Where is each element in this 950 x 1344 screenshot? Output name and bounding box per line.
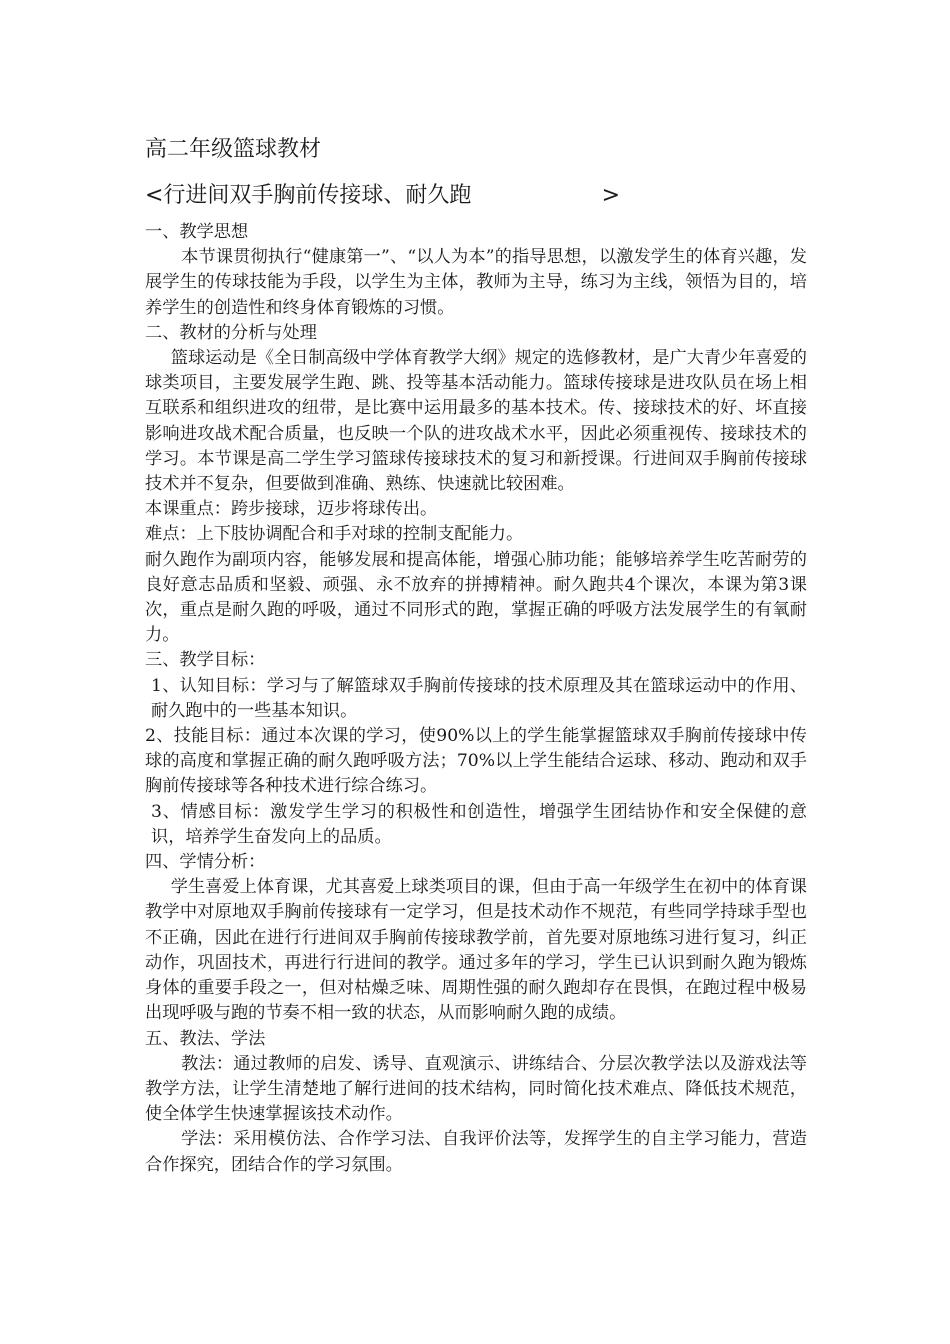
- section-5-learning-method: 学法：采用模仿法、合作学习法、自我评价法等，发挥学生的自主学习能力，营造合作探究，团结合作的学习氛围。: [145, 1129, 807, 1175]
- section-2-endurance-paragraph: 耐久跑作为副项内容，能够发展和提高体能，增强心肺功能；能够培养学生吃苦耐劳的良好意志品质和坚毅、顽强、永不放弃的拼搏精神。耐久跑共4个课次，本课为第3课次，重点是耐久跑的呼吸，通过不同形式的跑，掌握正确的呼吸方法发展学生的有氧耐力。: [145, 549, 807, 646]
- section-1-paragraph: 本节课贯彻执行“健康第一”、“以人为本”的指导思想，以激发学生的体育兴趣，发展学生的传球技能为手段，以学生为主体，教师为主导，练习为主线，领悟为目的，培养学生的创造性和终身体育锻炼的习惯。: [145, 247, 807, 318]
- section-2-difficulty: 难点：上下肢协调配合和手对球的控制支配能力。: [145, 524, 524, 545]
- doc-title: 高二年级篮球教材: [145, 137, 322, 162]
- section-2-paragraph: 篮球运动是《全日制高级中学体育教学大纲》规定的选修教材，是广大青少年喜爱的球类项目，主要发展学生跑、跳、投等基本活动能力。篮球传接球是进攻队员在场上相互联系和组织进攻的纽带，是比赛中运用最多的基本技术。传、接球技术的好、坏直接影响进攻战术配合质量，也反映一个队的进攻战术水平，因此必须重视传、接球技术的学习。本节课是高二学生学习篮球传接球技术的复习和新授课。行进间双手胸前传接球技术并不复杂，但要做到准确、熟练、快速就比较困难。: [145, 348, 807, 495]
- section-2-key-point: 本课重点：跨步接球，迈步将球传出。: [145, 499, 438, 520]
- section-5-heading: 五、教法、学法: [145, 1028, 266, 1049]
- section-3-goal-1: 1、认知目标：学习与了解篮球双手胸前传接球的技术原理及其在篮球运动中的作用、耐久跑中的一些基本知识。: [151, 675, 807, 721]
- doc-subtitle-close: >: [601, 183, 620, 208]
- section-1-heading: 一、教学思想: [145, 222, 249, 242]
- section-3-goal-3: 3、情感目标：激发学生学习的积极性和创造性，增强学生团结协作和安全保健的意识，培养学生奋发向上的品质。: [151, 801, 807, 847]
- doc-subtitle-text: <行进间双手胸前传接球、耐久跑: [145, 183, 472, 208]
- section-2-heading: 二、教材的分析与处理: [145, 322, 317, 343]
- doc-subtitle: [145, 176, 620, 216]
- section-3-heading: 三、教学目标：: [145, 650, 266, 671]
- section-5-teaching-method: 教法：通过教师的启发、诱导、直观演示、讲练结合、分层次教学法以及游戏法等教学方法，让学生清楚地了解行进间的技术结构，同时简化技术难点、降低技术规范，使全体学生快速掌握该技术动作。: [145, 1053, 807, 1125]
- section-4-heading: 四、学情分析：: [145, 852, 266, 873]
- section-4-paragraph: 学生喜爱上体育课，尤其喜爱上球类项目的课，但由于高一年级学生在初中的体育课教学中对原地双手胸前传接球有一定学习，但是技术动作不规范，有些同学持球手型也不正确，因此在进行行进间双手胸前传接球教学前，首先要对原地练习进行复习，纠正动作，巩固技术，再进行行进间的教学。通过多年的学习，学生已认识到耐久跑为锻炼身体的重要手段之一，但对枯燥乏味、周期性强的耐久跑却存在畏惧，在跑过程中极易出现呼吸与跑的节奏不相一致的状态，从而影响耐久跑的成绩。: [145, 877, 807, 1024]
- document-page: [145, 130, 807, 1178]
- section-3-goal-2: 2、技能目标：通过本次课的学习，使90%以上的学生能掌握篮球双手胸前传接球中传球的高度和掌握正确的耐久跑呼吸方法；70%以上学生能结合运球、移动、跑动和双手胸前传接球等各种技术进行综合练习。: [145, 726, 807, 797]
